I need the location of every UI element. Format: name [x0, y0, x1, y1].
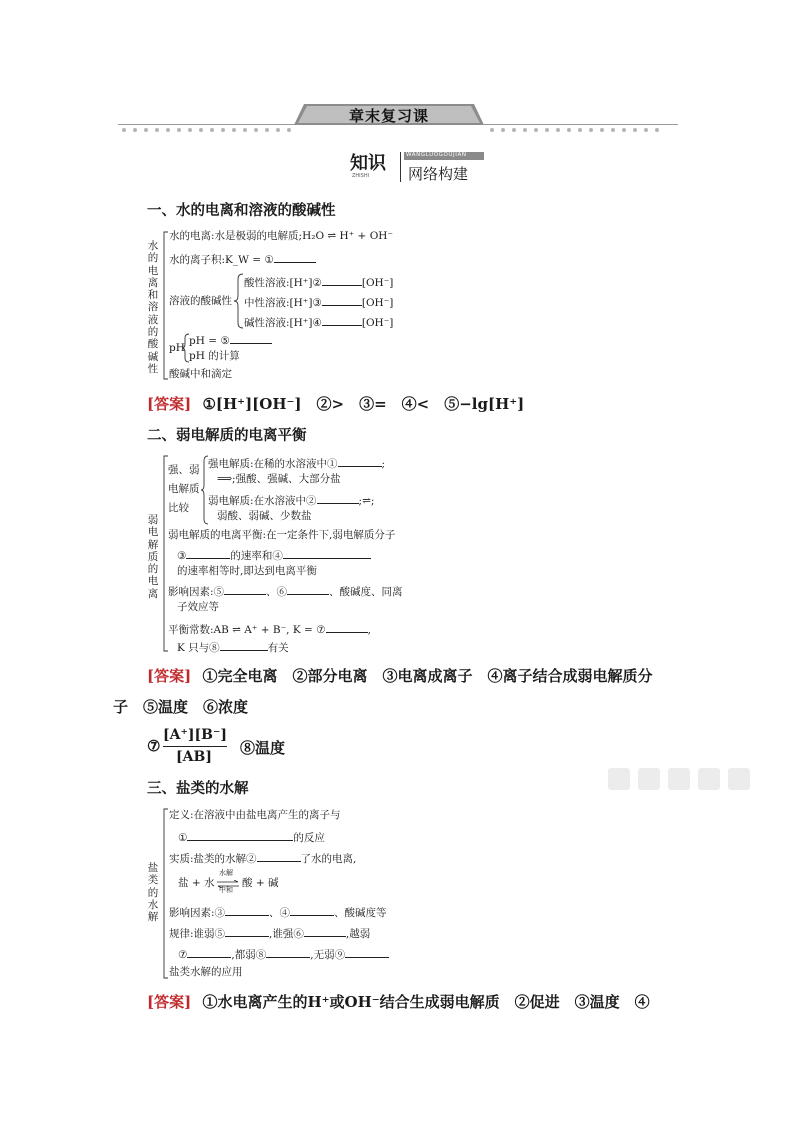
s1-acid-row-1: [244, 275, 393, 289]
banner-title: 章末复习课: [348, 107, 429, 125]
s3-rule-c: ,越弱: [345, 928, 371, 940]
s1-ph-row-1: [189, 333, 272, 347]
s2-answer-line2: 子 ⑤温度 ⑥浓度: [113, 698, 249, 716]
s1-acid-row-2: [244, 295, 393, 309]
s1-last-line: 酸碱中和滴定: [169, 368, 232, 380]
s2-strong-semicolon: ;: [381, 458, 386, 470]
knowledge-badge: [346, 149, 486, 183]
s2-blank-8: [220, 640, 268, 651]
banner: [118, 104, 678, 128]
s3-reaction-a: 盐 + 水: [178, 877, 215, 889]
s1-answer: [147, 393, 524, 414]
s3-app: 盐类水解的应用: [169, 966, 243, 978]
section2-heading: 二、弱电解质的电离平衡: [147, 428, 307, 444]
s1-blank-5: [230, 333, 272, 344]
s2-const-1: [168, 622, 371, 636]
s3-rule-b: ,谁强⑥: [269, 928, 304, 940]
s3-rule2-b: ,都弱⑧: [231, 949, 267, 961]
s1-line2-text: 水的离子积:K_W = ①: [169, 254, 274, 266]
s3-def-1: 定义:在溶液中由盐电离产生的离子与: [169, 809, 341, 821]
s1-blank-1: [274, 252, 316, 263]
s2-frac-bar: [163, 746, 227, 747]
s1-acid-item-1: 酸性溶液:[H⁺]②: [244, 277, 322, 289]
s3-rule2-c: ,无弱⑨: [310, 949, 346, 961]
s3-answer-tag: [答案]: [147, 993, 192, 1011]
s2-blank-4: [283, 548, 371, 559]
s2-weak-1: [208, 493, 374, 507]
s2-compare-1: 强、弱: [168, 464, 200, 476]
s3-answer-text: ①水电离产生的H⁺或OH⁻结合生成弱电解质 ②促进 ③温度 ④: [202, 993, 650, 1011]
s1-answer-tag: [答案]: [147, 395, 192, 413]
s3-factor-c: 、酸碱度等: [334, 907, 387, 919]
watermark: [604, 758, 764, 806]
s2-compare-3: 比较: [168, 502, 189, 514]
section1-brace: [161, 231, 169, 381]
s3-nature-b: 了水的电离,: [300, 853, 357, 865]
s3-blank-2: [257, 851, 301, 862]
section1-heading: 一、水的电离和溶液的酸碱性: [147, 203, 336, 219]
s1-line1: 水的电离:水是极弱的电解质;H₂O ⇌ H⁺ + OH⁻: [169, 230, 394, 242]
s2-blank-1: [338, 456, 382, 467]
s2-factor-1b: 、⑥: [266, 586, 288, 598]
s3-factor-a: 影响因素:③: [169, 907, 226, 919]
s1-acid-row-3: [244, 315, 393, 329]
section1-vertical-title: 水的电离和溶液的酸碱性: [147, 240, 159, 375]
s3-blank-8: [266, 947, 310, 958]
s2-weak-1-tail: ;⇌;: [358, 495, 375, 507]
s3-reaction-top: 水解: [219, 869, 233, 877]
section3-heading: 三、盐类的水解: [147, 781, 249, 797]
s1-acid-brace: [234, 273, 244, 329]
s3-def-2: [178, 830, 325, 844]
s2-frac-suffix: ⑧温度: [240, 739, 286, 757]
s2-frac-num: [A⁺][B⁻]: [163, 727, 227, 743]
s1-acid-label: 溶液的酸碱性: [169, 295, 232, 307]
badge-pinyin-top: WANGLUOGOUJIAN: [406, 152, 467, 158]
s2-factor-1: [168, 584, 403, 598]
s2-const-2: [177, 640, 289, 654]
s1-ph-label: pH: [169, 342, 185, 354]
s3-rule-2: [178, 947, 389, 961]
s1-blank-2: [322, 275, 362, 286]
s2-weak-1-text: 弱电解质:在水溶液中②: [208, 495, 317, 507]
s2-blank-3: [186, 548, 230, 559]
s1-oh-3: [OH⁻]: [361, 317, 394, 329]
s1-oh-1: [OH⁻]: [361, 277, 394, 289]
s2-eq-2b: 的速率和④: [230, 550, 283, 562]
s3-reaction: [178, 869, 298, 894]
watermark-glyphs: [604, 758, 764, 798]
s3-rule-a: 规律:谁弱⑤: [169, 928, 226, 940]
s3-factor-b: 、④: [269, 907, 291, 919]
s3-blank-3: [225, 905, 269, 916]
s2-factor-1c: 、酸碱度、同离: [329, 586, 403, 598]
s2-blank-7: [326, 622, 368, 633]
s2-const-2a: K 只与⑧: [177, 642, 220, 654]
s1-answer-text: ①[H⁺][OH⁻] ②> ③= ④< ⑤−lg[H⁺]: [202, 395, 525, 413]
s2-const-2b: 有关: [267, 642, 289, 654]
s3-blank-6: [304, 926, 346, 937]
s3-def-2b: 的反应: [293, 832, 325, 844]
s1-ph-item-1: pH = ⑤: [189, 335, 230, 347]
badge-sub: 网络构建: [408, 165, 469, 183]
s2-strong-2: ⟹;强酸、强碱、大部分盐: [217, 473, 341, 485]
s1-ph-row-2: pH 的计算: [189, 350, 240, 362]
s3-answer: [147, 991, 650, 1012]
s2-blank-2: [317, 493, 359, 504]
badge-main: 知识: [350, 153, 386, 174]
banner-dots-left: [122, 117, 312, 136]
s3-blank-9: [345, 947, 389, 958]
s3-reaction-b: 酸 + 碱: [242, 877, 279, 889]
s2-eq-2: [177, 548, 371, 562]
s3-def-2a: ①: [178, 832, 188, 844]
s1-blank-4: [322, 315, 362, 326]
badge-divider: [400, 152, 401, 182]
s3-rule-1: [169, 926, 370, 940]
s2-blank-6: [287, 584, 329, 595]
s2-answer-text-1: ①完全电离 ②部分电离 ③电离成离子 ④离子结合成弱电解质分: [202, 667, 653, 685]
s2-frac-prefix: ⑦: [147, 737, 161, 755]
s1-line2: [169, 252, 316, 266]
section3-brace: [161, 808, 169, 980]
s2-weak-2: 弱酸、弱碱、少数盐: [217, 510, 312, 522]
s2-answer-line1: [147, 665, 652, 686]
section3-vertical-title: 盐类的水解: [147, 862, 159, 924]
s2-answer-tag: [答案]: [147, 667, 192, 685]
s3-reaction-bottom: 中和: [219, 886, 233, 894]
s2-compare-2: 电解质: [168, 483, 200, 495]
s2-eq-1: 弱电解质的电离平衡:在一定条件下,弱电解质分子: [168, 529, 396, 541]
s3-factor: [169, 905, 387, 919]
badge-pinyin-left: ZHISHI: [352, 173, 370, 179]
s2-factor-2: 子效应等: [177, 601, 219, 613]
s2-const-1a: 平衡常数:AB ⇌ A⁺ + B⁻, K = ⑦: [168, 624, 326, 636]
s3-nature-a: 实质:盐类的水解②: [169, 853, 257, 865]
section2-vertical-title: 弱电解质的电离: [147, 514, 159, 600]
s2-const-comma: ,: [367, 624, 371, 636]
s1-oh-2: [OH⁻]: [361, 297, 394, 309]
s2-frac-den: [AB]: [176, 749, 212, 765]
s1-acid-item-3: 碱性溶液:[H⁺]④: [244, 317, 322, 329]
s3-blank-5: [225, 926, 269, 937]
s2-eq-2a: ③: [177, 550, 187, 562]
s1-blank-3: [322, 295, 362, 306]
s3-blank-1: [187, 830, 293, 841]
s3-blank-7: [187, 947, 231, 958]
s3-nature: [169, 851, 356, 865]
s3-rule2-a: ⑦: [178, 949, 188, 961]
banner-dots-right: [490, 117, 680, 136]
s1-acid-item-2: 中性溶液:[H⁺]③: [244, 297, 322, 309]
s2-factor-1a: 影响因素:⑤: [168, 586, 225, 598]
s2-strong-1-text: 强电解质:在稀的水溶液中①: [208, 458, 338, 470]
s2-strong-1: [208, 456, 385, 470]
s3-blank-4: [290, 905, 334, 916]
s2-blank-5: [224, 584, 266, 595]
s2-eq-3: 的速率相等时,即达到电离平衡: [177, 565, 317, 577]
